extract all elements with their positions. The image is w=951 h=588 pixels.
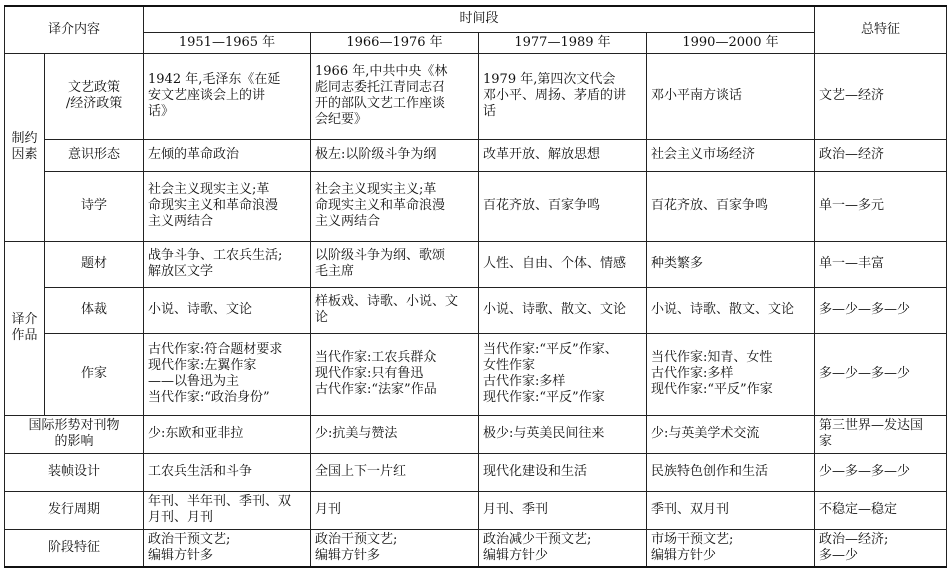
row-label: 国际形势对刊物 的影响 (5, 415, 144, 453)
row-label: 发行周期 (5, 491, 144, 529)
header-content: 译介内容 (5, 6, 144, 53)
table-cell: 1966 年,中共中央《林 彪同志委托江青同志召 开的部队文艺工作座谈 会纪要》 (311, 53, 479, 139)
row-label: 题材 (45, 241, 144, 287)
table-cell: 1979 年,第四次文代会 邓小平、周扬、茅盾的讲 话 (479, 53, 647, 139)
row-overall: 单一—丰富 (815, 241, 947, 287)
table-cell: 社会主义现实主义;革 命现实主义和革命浪漫 主义两结合 (311, 171, 479, 241)
table-cell: 社会主义市场经济 (647, 139, 815, 171)
row-overall: 政治—经济; 多—少 (815, 529, 947, 567)
table-cell: 邓小平南方谈话 (647, 53, 815, 139)
table-cell: 少:东欧和亚非拉 (144, 415, 311, 453)
header-overall: 总特征 (815, 6, 947, 53)
table-cell: 种类繁多 (647, 241, 815, 287)
table-cell: 社会主义现实主义;革 命现实主义和革命浪漫 主义两结合 (144, 171, 311, 241)
table-cell: 工农兵生活和斗争 (144, 453, 311, 491)
table-cell: 小说、诗歌、散文、文论 (479, 287, 647, 333)
table-cell: 1942 年,毛泽东《在延 安文艺座谈会上的讲 话》 (144, 53, 311, 139)
row-label: 文艺政策 /经济政策 (45, 53, 144, 139)
table-cell: 少:与英美学术交流 (647, 415, 815, 453)
row-label: 意识形态 (45, 139, 144, 171)
table-cell: 政治干预文艺; 编辑方针多 (144, 529, 311, 567)
row-label: 阶段特征 (5, 529, 144, 567)
table-cell: 全国上下一片红 (311, 453, 479, 491)
table-cell: 当代作家:知青、女性 古代作家:多样 现代作家:“平反”作家 (647, 333, 815, 415)
table-container (4, 5, 947, 568)
table-cell: 左倾的革命政治 (144, 139, 311, 171)
table-cell: 年刊、半年刊、季刊、双 月刊、月刊 (144, 491, 311, 529)
row-overall: 少—多—多—少 (815, 453, 947, 491)
row-overall: 第三世界—发达国 家 (815, 415, 947, 453)
table-cell: 季刊、双月刊 (647, 491, 815, 529)
table-cell: 政治干预文艺; 编辑方针多 (311, 529, 479, 567)
table-cell: 小说、诗歌、散文、文论 (647, 287, 815, 333)
table-cell: 百花齐放、百家争鸣 (479, 171, 647, 241)
header-period-2: 1966—1976 年 (311, 32, 479, 53)
row-overall: 不稳定—稳定 (815, 491, 947, 529)
table-cell: 现代化建设和生活 (479, 453, 647, 491)
table-cell: 极左:以阶级斗争为纲 (311, 139, 479, 171)
table-cell: 战争斗争、工农兵生活; 解放区文学 (144, 241, 311, 287)
table-cell: 人性、自由、个体、情感 (479, 241, 647, 287)
comparison-table (4, 5, 947, 568)
table-cell: 百花齐放、百家争鸣 (647, 171, 815, 241)
table-cell: 少:抗美与赞法 (311, 415, 479, 453)
table-cell: 当代作家:工农兵群众 现代作家:只有鲁迅 古代作家:“法家”作品 (311, 333, 479, 415)
header-period: 时间段 (144, 6, 815, 32)
header-period-1: 1951—1965 年 (144, 32, 311, 53)
header-period-3: 1977—1989 年 (479, 32, 647, 53)
table-cell: 样板戏、诗歌、小说、文 论 (311, 287, 479, 333)
table-cell: 古代作家:符合题材要求 现代作家:左翼作家 ——以鲁迅为主 当代作家:“政治身份” (144, 333, 311, 415)
table-cell: 市场干预文艺; 编辑方针少 (647, 529, 815, 567)
row-label: 装帧设计 (5, 453, 144, 491)
group-constraint: 制约 因素 (5, 53, 45, 241)
row-overall: 单一—多元 (815, 171, 947, 241)
header-period-4: 1990—2000 年 (647, 32, 815, 53)
table-cell: 极少:与英美民间往来 (479, 415, 647, 453)
row-label: 作家 (45, 333, 144, 415)
table-cell: 改革开放、解放思想 (479, 139, 647, 171)
table-cell: 以阶级斗争为纲、歌颂 毛主席 (311, 241, 479, 287)
table-cell: 月刊 (311, 491, 479, 529)
row-label: 体裁 (45, 287, 144, 333)
table-cell: 月刊、季刊 (479, 491, 647, 529)
row-overall: 政治—经济 (815, 139, 947, 171)
row-overall: 文艺—经济 (815, 53, 947, 139)
table-cell: 政治减少干预文艺; 编辑方针少 (479, 529, 647, 567)
table-cell: 民族特色创作和生活 (647, 453, 815, 491)
row-overall: 多—少—多—少 (815, 287, 947, 333)
table-cell: 小说、诗歌、文论 (144, 287, 311, 333)
table-cell: 当代作家:“平反”作家、 女性作家 古代作家:多样 现代作家:“平反”作家 (479, 333, 647, 415)
row-overall: 多—少—多—少 (815, 333, 947, 415)
row-label: 诗学 (45, 171, 144, 241)
group-works: 译介 作品 (5, 241, 45, 415)
